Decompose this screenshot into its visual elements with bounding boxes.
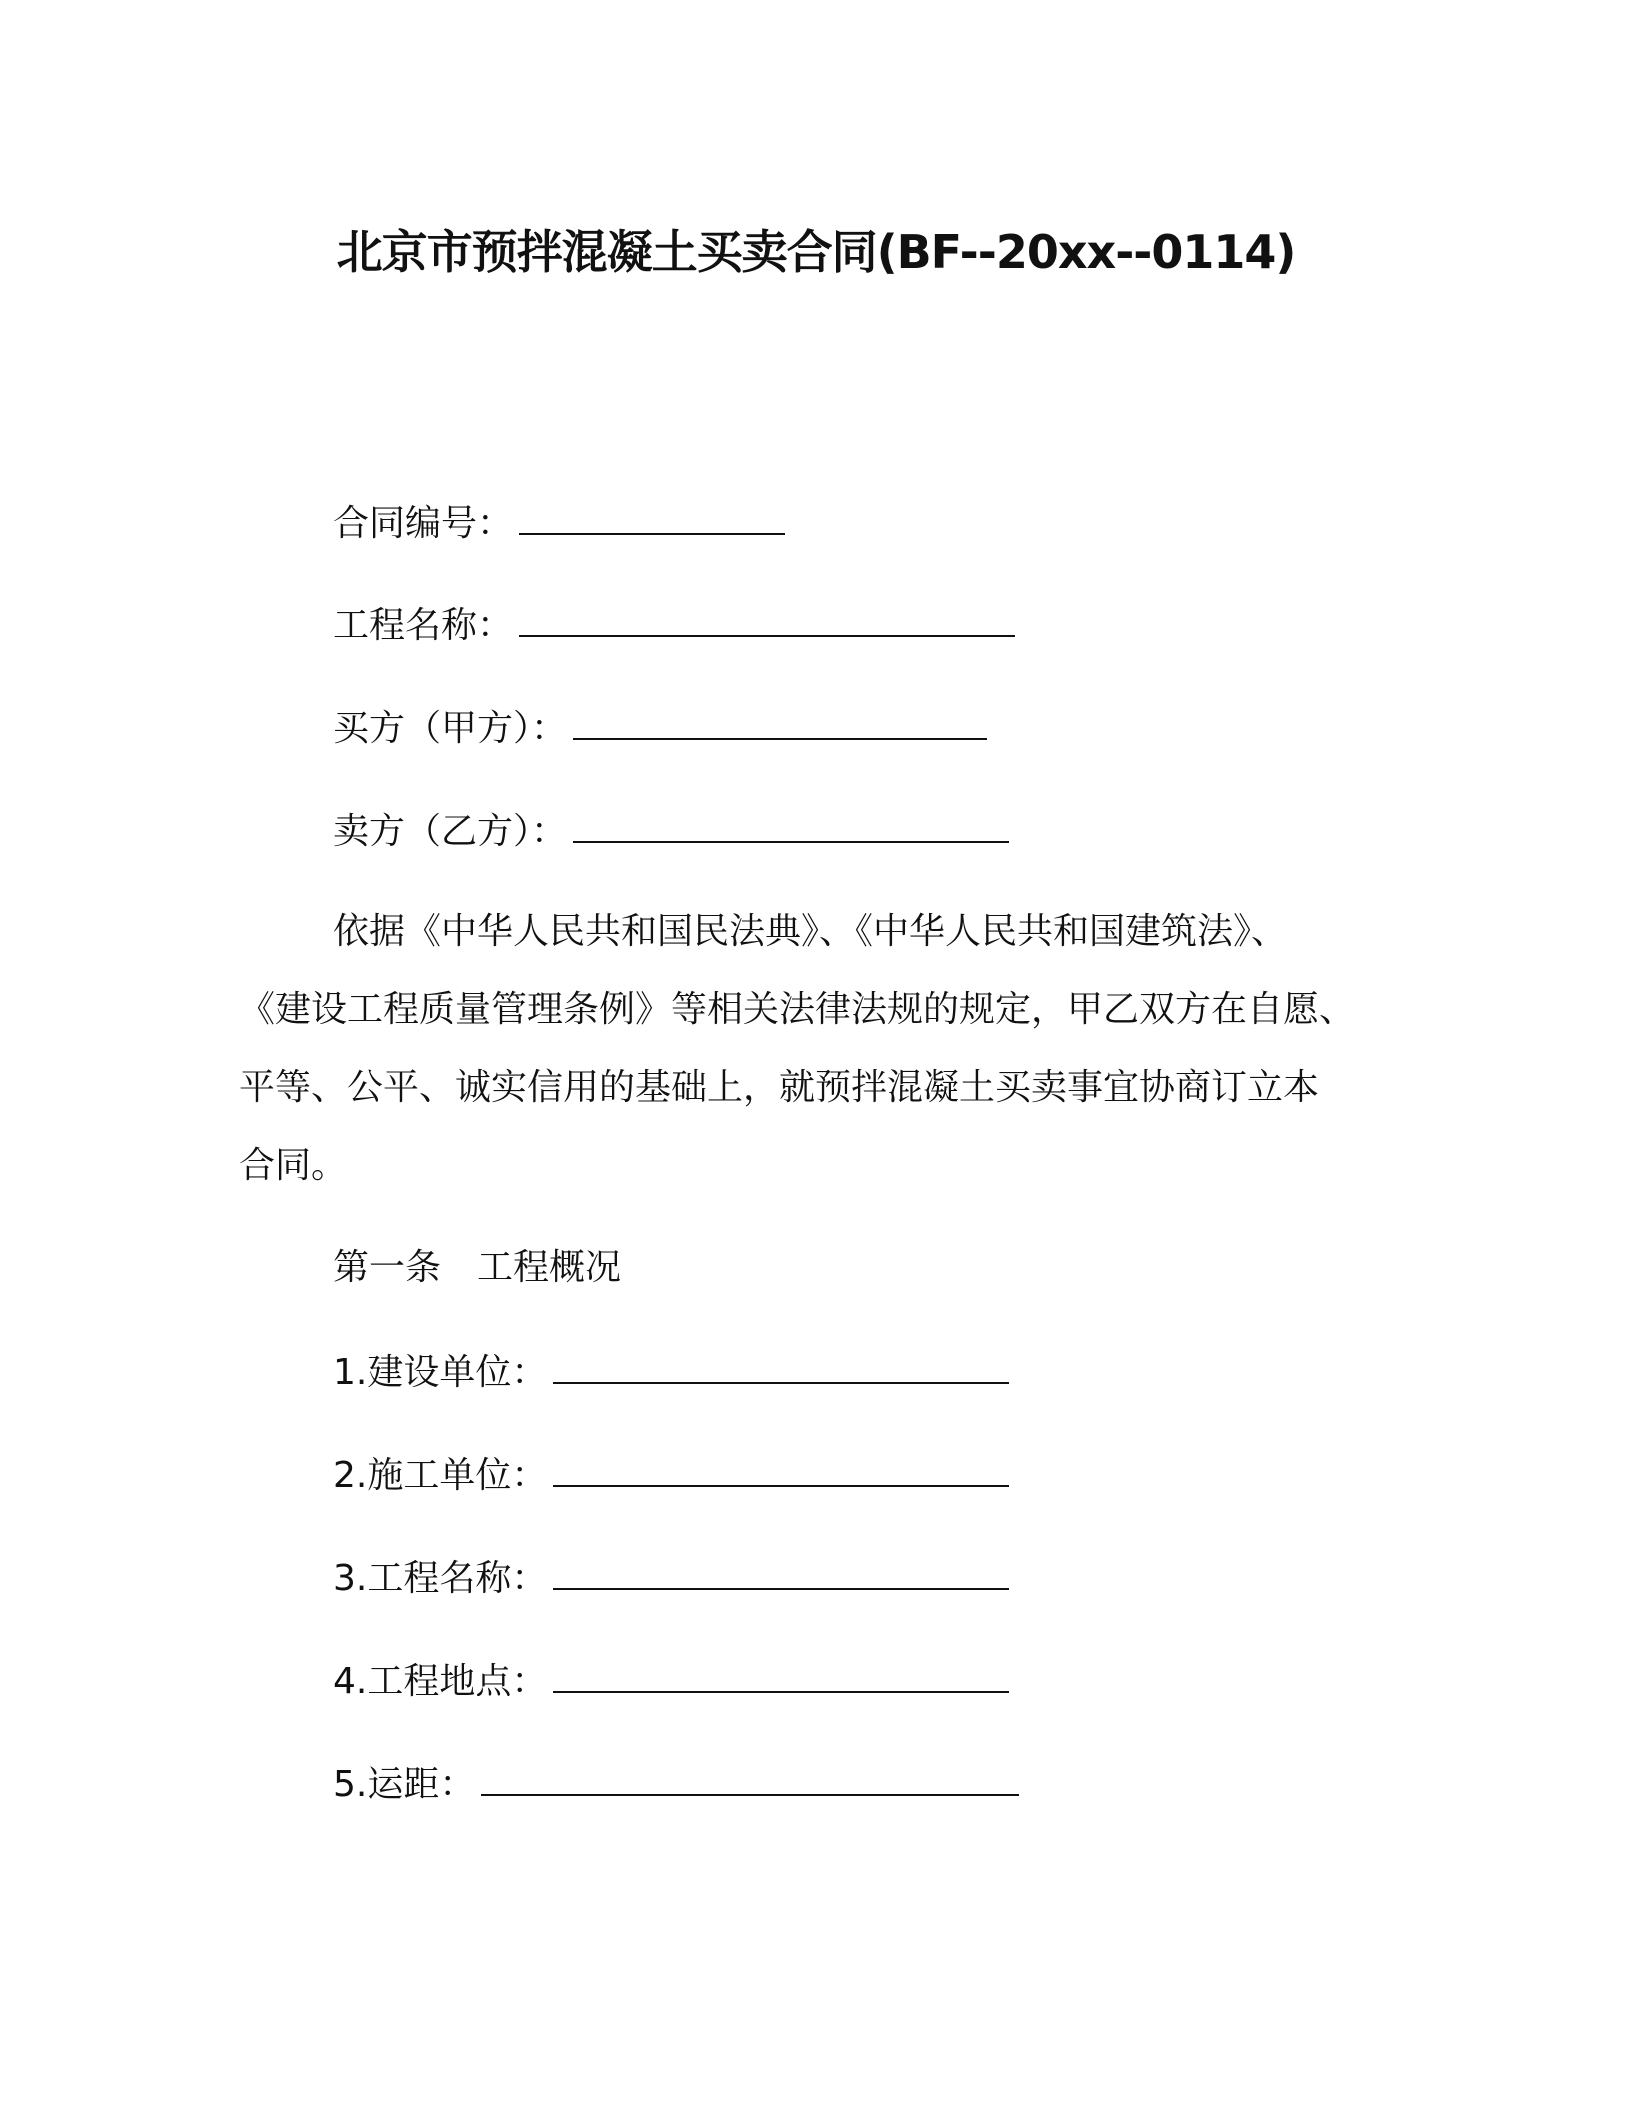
- location-blank[interactable]: [553, 1655, 1009, 1693]
- preamble-line-4: 合同。: [239, 1145, 348, 1186]
- field-contract-number: [333, 497, 785, 548]
- construction-unit-blank[interactable]: [553, 1346, 1009, 1384]
- field-project-name: [333, 599, 1015, 650]
- item-label: 3.工程名称：: [333, 1558, 548, 1599]
- item-label: 4.工程地点：: [333, 1661, 548, 1702]
- item-label: 1.建设单位：: [333, 1352, 548, 1393]
- article-1-heading: 第一条 工程概况: [333, 1247, 622, 1288]
- document-title: 北京市预拌混凝土买卖合同(BF--20xx--0114): [336, 225, 1296, 279]
- preamble-line-2: 《建设工程质量管理条例》等相关法律法规的规定，甲乙双方在自愿、: [239, 989, 1356, 1030]
- field-seller: [333, 805, 1009, 856]
- article-1-item-construction-unit: [333, 1346, 1009, 1397]
- item-label: 2.施工单位：: [333, 1455, 548, 1496]
- article-1-item-project-name: [333, 1552, 1009, 1603]
- preamble-line-3: 平等、公平、诚实信用的基础上，就预拌混凝土买卖事宜协商订立本: [239, 1067, 1320, 1108]
- article-1-item-haul-distance: [333, 1758, 1019, 1809]
- article-1-item-contractor: [333, 1449, 1009, 1500]
- field-label: 卖方（乙方）：: [333, 811, 568, 852]
- seller-blank[interactable]: [573, 805, 1009, 843]
- haul-distance-blank[interactable]: [481, 1758, 1019, 1796]
- item-label: 5.运距：: [333, 1764, 476, 1805]
- project-name-blank[interactable]: [519, 599, 1015, 637]
- field-label: 工程名称：: [333, 605, 514, 646]
- contractor-blank[interactable]: [553, 1449, 1009, 1487]
- preamble-line-1: 依据《中华人民共和国民法典》、《中华人民共和国建筑法》、: [333, 911, 1288, 952]
- field-buyer: [333, 702, 987, 753]
- buyer-blank[interactable]: [573, 702, 987, 740]
- article-1-item-location: [333, 1655, 1009, 1706]
- article-project-name-blank[interactable]: [553, 1552, 1009, 1590]
- field-label: 合同编号：: [333, 503, 514, 544]
- field-label: 买方（甲方）：: [333, 708, 568, 749]
- contract-number-blank[interactable]: [519, 497, 785, 535]
